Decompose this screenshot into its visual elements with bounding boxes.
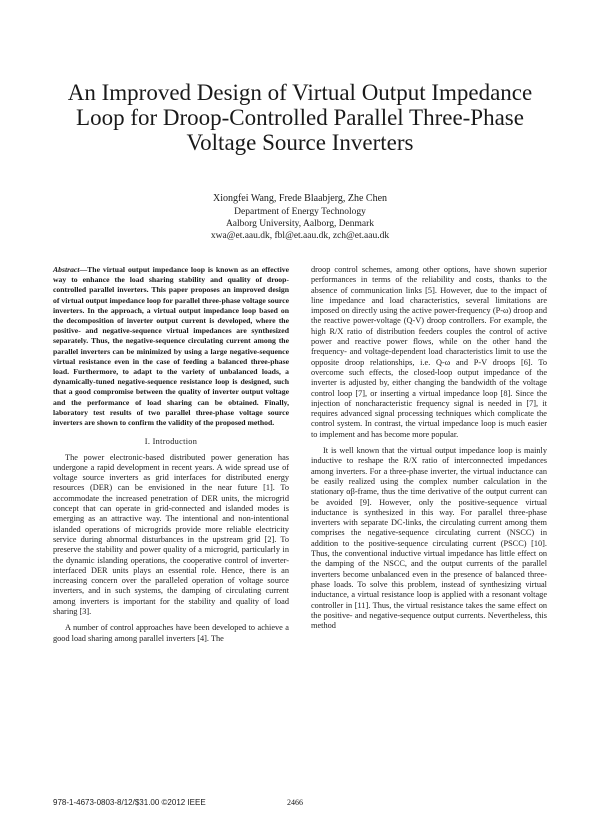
paper-title [40, 80, 560, 155]
body-paragraph: It is well known that the virtual output impedance loop is mainly inductive to reshape the R/X ratio of interconnected impedances among inverters. For a three-phase inverter, the virtual inductance can be easily realized using the complex number calculation in the stationary αβ-frame, thus the time derivative of the output current can be avoided [9]. However, only the positive-sequence virtual inductance is synthesized in this way. For parallel three-phase inverters with separate DC-links, the circulating current among them comprises the negative-sequence circulating current (NSCC) in addition to the positive-sequence circulating current (PSCC) [10]. Thus, the conventional inductive virtual impedance has little effect on the damping of the NSCC, and the output currents of the parallel inverters become unbalanced even in the presence of balanced three-phase loads. To solve this problem, instead of synthesizing virtual inductance, a virtual resistance loop is applied with a resonant voltage controller in [11]. Thus, the virtual resistance takes the same effect on the positive- and negative-sequence output currents. Nevertheless, this method [311, 446, 547, 631]
title-line: Voltage Source Inverters [186, 130, 414, 155]
body-paragraph: droop control schemes, among other options, have shown superior performances in terms of the reliability and costs, thanks to the absence of communication links [5]. However, due to the impact of line impedance and load characteristics, several limitations are imposed on directly using the active power-frequency (P-ω) droop and the reactive power-voltage (Q-V) droop controllers. For example, the high R/X ratio of distribution feeders couples the control of active power and reactive power flows, while on the other hand the frequency- and voltage-dependent load characteristics limit to use the opposite droop relationships, i.e. Q-ω and P-V droops [6]. To overcome such effects, the closed-loop output impedance of the inverter is adjusted by, either changing the bandwidth of the voltage control loop [7], or inserting a virtual impedance loop [8]. Since the injection of noncharacteristic frequency signal is needed in [7], it requires advanced signal processing techniques which complicate the control system. In contrast, the virtual impedance loop is much easier to implement and has become more popular. [311, 265, 547, 439]
abstract-label: Abstract [53, 265, 80, 274]
author-names: Xiongfei Wang, Frede Blaabjerg, Zhe Chen [212, 193, 388, 204]
abstract [53, 265, 289, 428]
right-column [311, 265, 547, 631]
body-paragraph: The power electronic-based distributed power generation has undergone a rapid development in recent years. A wide spread use of voltage source inverters as grid interfaces for distributed energy resources (DER) can be envisioned in the near future [1]. To accommodate the increased penetration of DER units, the microgrid concept that can operate in grid-connected and islanded modes is emerging as an attractive way. The intentional and non-intentional islanded operations of microgrids provide more reliable electricity service during abnormal disturbances in the upstream grid [2]. To preserve the stability and power quality of a microgrid, particularly in the dynamic islanding operations, the cooperative control of inverter-interfaced DER units plays an essential role. Hence, there is an increasing concern over the paralleled operation of voltage source inverters, and in such systems, the damping of circulating current among inverters is important for the stability and quality of load sharing [3]. [53, 452, 289, 616]
page-number: 2466 [287, 798, 303, 807]
affiliation-line: Aalborg University, Aalborg, Denmark [225, 219, 375, 229]
section-heading-introduction: I. Introduction [144, 437, 198, 447]
left-column [53, 265, 289, 644]
author-emails: xwa@et.aau.dk, fbl@et.aau.dk, zch@et.aau.dk [210, 231, 390, 241]
author-block [150, 193, 450, 242]
affiliation-line: Department of Energy Technology [234, 207, 366, 217]
title-line: An Improved Design of Virtual Output Impedance [67, 80, 533, 105]
body-paragraph: A number of control approaches have been developed to achieve a good load sharing among parallel inverters [4]. The [53, 623, 289, 643]
title-line: Loop for Droop-Controlled Parallel Three-Phase [76, 105, 524, 130]
footer-isbn: 978-1-4673-0803-8/12/$31.00 ©2012 IEEE [53, 798, 206, 807]
abstract-text: —The virtual output impedance loop is known as an effective way to enhance the load sharing stability and quality of droop-controlled parallel inverters. This paper proposes an improved design of virtual output impedance loop for parallel three-phase voltage source inverters. In the approach, a virtual output impedance loop based on the decomposition of inverter output current is developed, where the positive- and negative-sequence virtual impedances are synthesized separately. Thus, the negative-sequence circulating current among the parallel inverters can be minimized by using a large negative-sequence virtual resistance even in the case of feeding a balanced three-phase load. Furthermore, to adapt to the variety of unbalanced loads, a dynamically-tuned negative-sequence resistance loop is designed, such that a good compromise between the quality of inverter output voltage and the performance of load sharing can be obtained. Finally, laboratory test results of two parallel three-phase voltage source inverters are shown to confirm the validity of the proposed method. [53, 265, 289, 428]
